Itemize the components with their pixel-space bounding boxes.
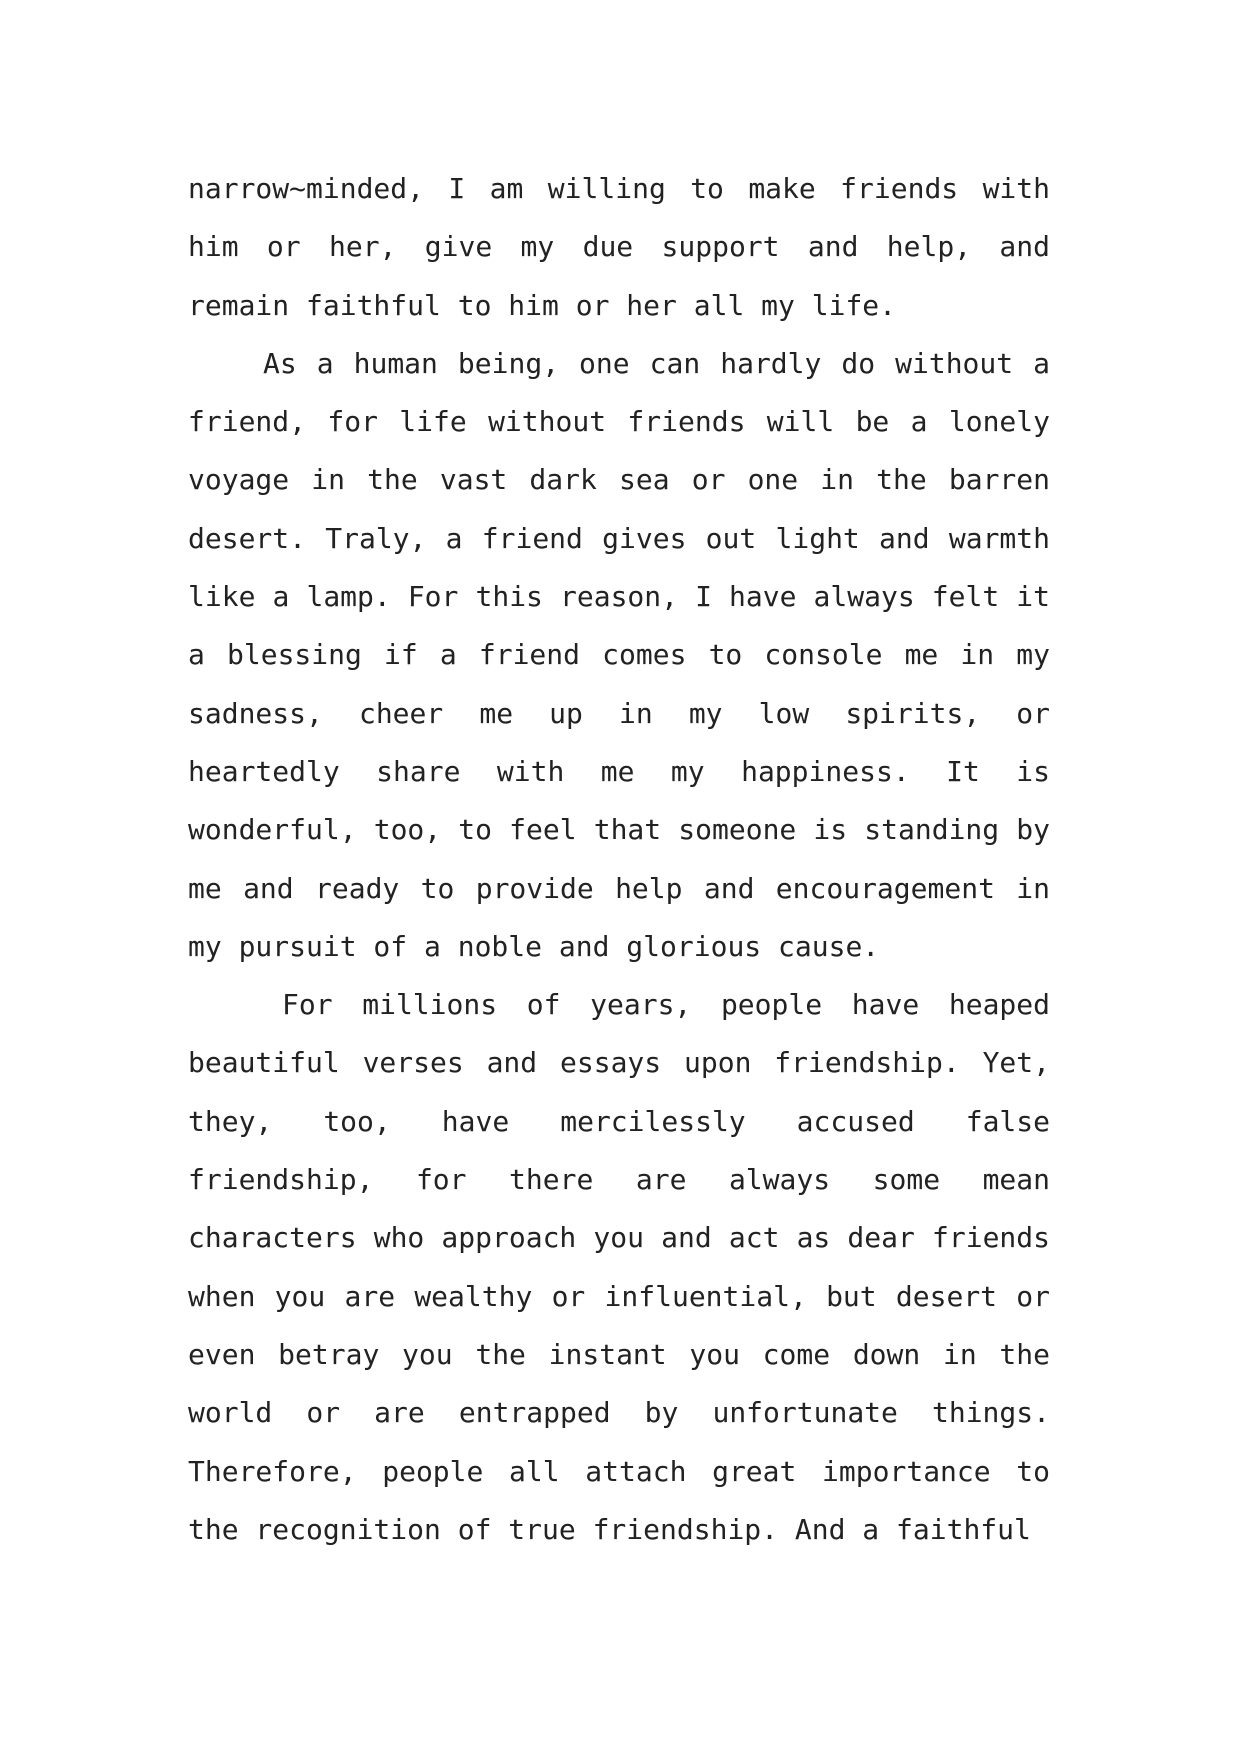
- document-page: [188, 160, 1050, 1559]
- paragraph-continuation: narrow~minded, I am willing to make friends with him or her, give my due support and help, and remain faithful to him or her all my life.: [188, 172, 1050, 322]
- paragraph-friend-as-lamp: As a human being, one can hardly do without a friend, for life without friends will be a lonely voyage in the vast dark sea or one in the barren desert. Traly, a friend gives out light and warmth like a lamp. For this reason, I have always felt it a blessing if a friend comes to console me in my sadness, cheer me up in my low spirits, or heartedly share with me my happiness. It is wonderful, too, to feel that someone is standing by me and ready to provide help and encouragement in my pursuit of a noble and glorious cause.: [188, 346, 1050, 963]
- paragraph-false-friendship: For millions of years, people have heaped beautiful verses and essays upon friendship. Yet, they, too, have mercilessly accused false friendship, for there are always some mean characters who approach you and act as dear friends when you are wealthy or influential, but desert or even betray you the instant you come down in the world or are entrapped by unfortunate things. Therefore, people all attach great importance to the recognition of true friendship. And a faithful: [188, 988, 1050, 1546]
